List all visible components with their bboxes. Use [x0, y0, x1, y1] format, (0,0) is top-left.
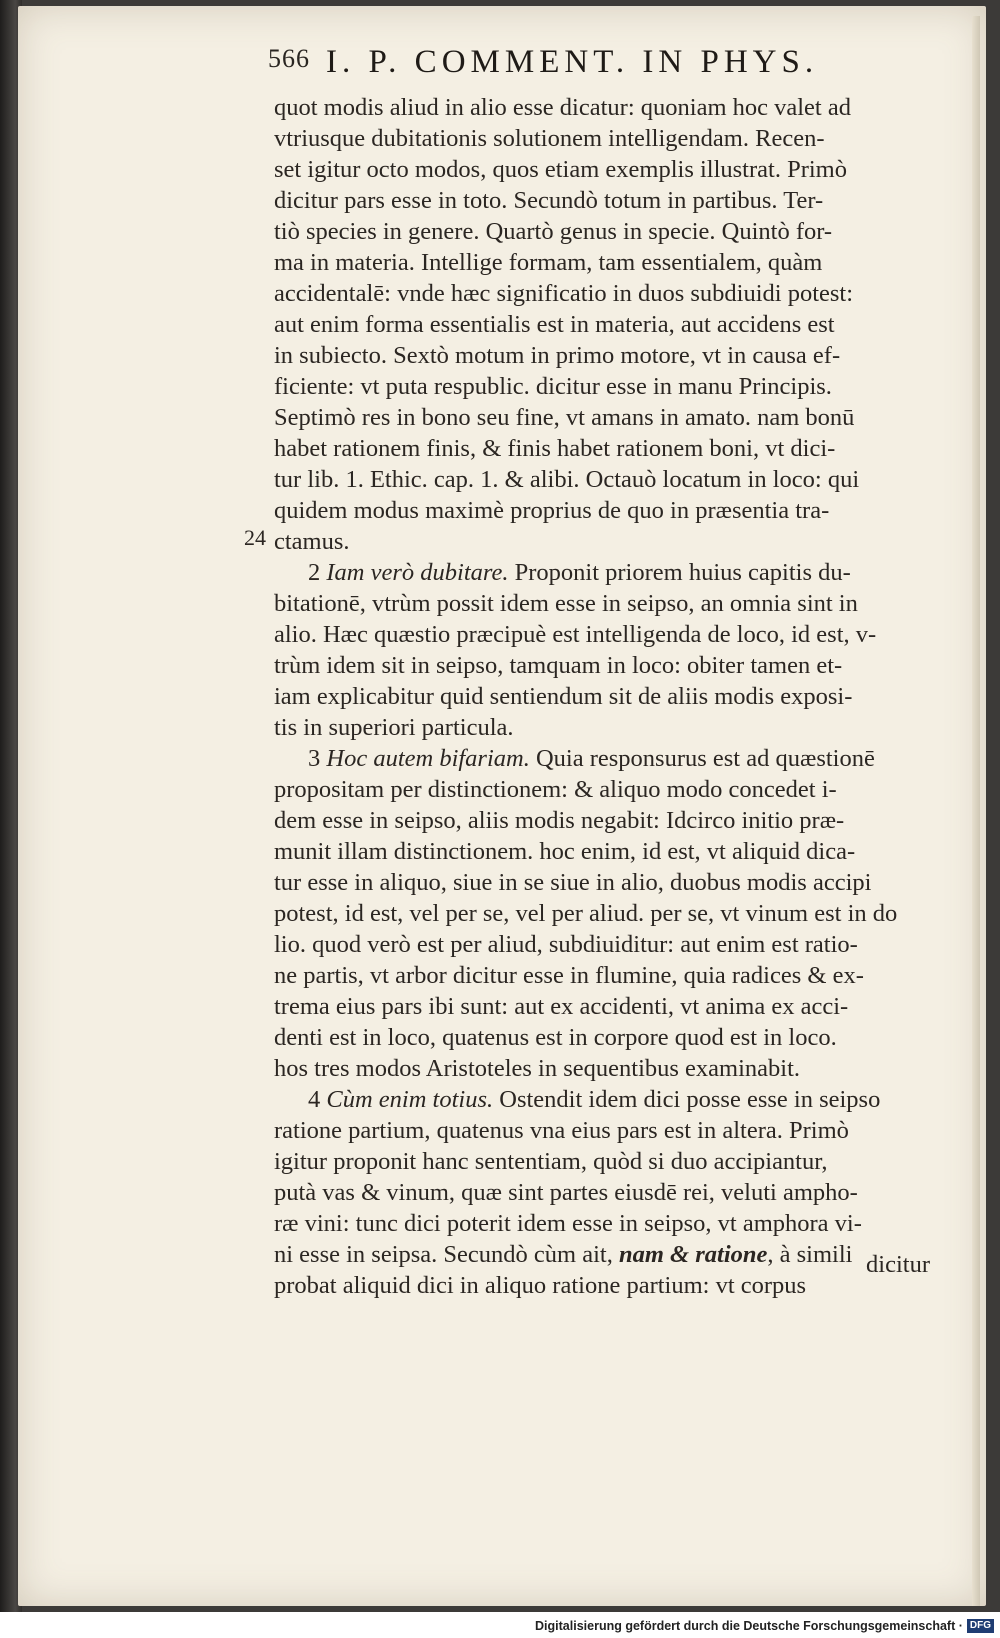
footer-credit [535, 1617, 994, 1635]
page-number: 566 [268, 44, 310, 73]
line-text: igitur proponit hanc sententiam, quòd si duo accipiantur, [274, 1148, 828, 1175]
line-text: munit illam distinctionem. hoc enim, id est, vt aliquid dica- [274, 838, 856, 865]
text-line [274, 371, 954, 402]
text-line [274, 1270, 954, 1301]
text-line [274, 619, 954, 650]
section-number: 4 [308, 1086, 327, 1113]
line-text: hos tres modos Aristoteles in sequentibus examinabit. [274, 1055, 801, 1082]
text-line [274, 1022, 954, 1053]
line-text: denti est in loco, quatenus est in corpore quod est in loco. [274, 1024, 837, 1051]
line-text: ctamus. [274, 528, 350, 555]
lemma: Cùm enim totius. [326, 1086, 494, 1113]
text-line [274, 557, 954, 588]
text-line [274, 898, 954, 929]
text-line [274, 185, 954, 216]
footer-credit-text: Digitalisierung gefördert durch die Deutsche Forschungsgemeinschaft · [535, 1619, 963, 1633]
text-line [274, 402, 954, 433]
line-text: ratione partium, quatenus vna eius pars est in altera. Primò [274, 1117, 849, 1144]
text-line [274, 1177, 954, 1208]
line-text: putà vas & vinum, quæ sint partes eiusdē rei, veluti ampho- [274, 1179, 858, 1206]
text-line [274, 1146, 954, 1177]
line-text: alio. Hæc quæstio præcipuè est intelligenda de loco, id est, v- [274, 621, 877, 648]
text-line [274, 588, 954, 619]
text-line [274, 1208, 954, 1239]
line-text: propositam per distinctionem: & aliquo modo concedet i- [274, 776, 837, 803]
line-text: iam explicabitur quid sentiendum sit de aliis modis exposi- [274, 683, 853, 710]
line-text: ræ vini: tunc dici poterit idem esse in seipso, vt amphora vi- [274, 1210, 862, 1237]
quoted-phrase: nam & ratione [618, 1241, 768, 1268]
line-text: set igitur octo modos, quos etiam exemplis illustrat. Primò [274, 156, 847, 183]
text-line [274, 526, 954, 557]
body-text [274, 92, 954, 1301]
line-text: Septimò res in bono seu fine, vt amans in amato. nam bonū [274, 404, 855, 431]
text-line [274, 1115, 954, 1146]
line-text: trùm idem sit in seipso, tamquam in loco: obiter tamen et- [274, 652, 843, 679]
running-title: I. P. COMMENT. IN PHYS. [326, 44, 819, 80]
catchword: dicitur [866, 1251, 930, 1278]
text-line [274, 774, 954, 805]
line-text: lio. quod verò est per aliud, subdiuiditur: aut enim est ratio- [274, 931, 858, 958]
text-line [274, 991, 954, 1022]
section-number: 3 [308, 745, 327, 772]
text-line [274, 960, 954, 991]
line-text: aut enim forma essentialis est in materia, aut accidens est [274, 311, 835, 338]
text-line [274, 712, 954, 743]
text-line [274, 867, 954, 898]
line-text: tiò species in genere. Quartò genus in specie. Quintò for- [274, 218, 833, 245]
line-text: tur lib. 1. Ethic. cap. 1. & alibi. Octauò locatum in loco: qui [274, 466, 860, 493]
line-text: tis in superiori particula. [274, 714, 514, 741]
text-line [274, 278, 954, 309]
line-text: trema eius pars ibi sunt: aut ex accidenti, vt anima ex acci- [274, 993, 849, 1020]
text-line [274, 929, 954, 960]
text-line [274, 309, 954, 340]
text-line [274, 216, 954, 247]
lemma: Iam verò dubitare. [326, 559, 509, 586]
line-text: ficiente: vt puta respublic. dicitur esse in manu Principis. [274, 373, 832, 400]
text-line [274, 495, 954, 526]
line-text: probat aliquid dici in aliquo ratione partium: vt corpus [274, 1272, 807, 1299]
text-line [274, 433, 954, 464]
text-line [274, 1084, 954, 1115]
line-text: accidentalē: vnde hæc significatio in duos subdiuidi potest: [274, 280, 854, 307]
lemma: Hoc autem bifariam. [326, 745, 530, 772]
line-text: dicitur pars esse in toto. Secundò totum in partibus. Ter- [274, 187, 824, 214]
text-line [274, 464, 954, 495]
text-line [274, 650, 954, 681]
text-line [274, 154, 954, 185]
line-text: Ostendit idem dici posse esse in seipso [493, 1086, 881, 1113]
line-text-tail: , à simili [767, 1241, 853, 1268]
text-line [274, 1239, 954, 1270]
margin-note: 24 [244, 525, 266, 550]
text-line [274, 123, 954, 154]
line-text: tur esse in aliquo, siue in se siue in alio, duobus modis accipi [274, 869, 872, 896]
line-text: dem esse in seipso, aliis modis negabit: Idcirco initio præ- [274, 807, 845, 834]
line-text: potest, id est, vel per se, vel per aliud. per se, vt vinum est in do [274, 900, 898, 927]
dfg-logo: DFG [967, 1619, 994, 1633]
line-text: in subiecto. Sextò motum in primo motore, vt in causa ef- [274, 342, 841, 369]
text-line [274, 743, 954, 774]
line-text: quidem modus maximè proprius de quo in præsentia tra- [274, 497, 830, 524]
line-text: ma in materia. Intellige formam, tam essentialem, quàm [274, 249, 823, 276]
line-text: bitationē, vtrùm possit idem esse in seipso, an omnia sint in [274, 590, 858, 617]
line-text: quot modis aliud in alio esse dicatur: quoniam hoc valet ad [274, 94, 851, 121]
line-text: ni esse in seipsa. Secundò cùm ait, [274, 1241, 619, 1268]
line-text: ne partis, vt arbor dicitur esse in flumine, quia radices & ex- [274, 962, 864, 989]
text-line [274, 805, 954, 836]
line-text: habet rationem finis, & finis habet rationem boni, vt dici- [274, 435, 836, 462]
text-line [274, 836, 954, 867]
text-line [274, 340, 954, 371]
line-text: Quia responsurus est ad quæstionē [529, 745, 875, 772]
page-edge [972, 16, 980, 1606]
line-text: vtriusque dubitationis solutionem intelligendam. Recen- [274, 125, 825, 152]
section-number: 2 [308, 559, 327, 586]
line-text: Proponit priorem huius capitis du- [508, 559, 851, 586]
text-line [274, 1053, 954, 1084]
text-line [274, 92, 954, 123]
text-line [274, 247, 954, 278]
text-line [274, 681, 954, 712]
